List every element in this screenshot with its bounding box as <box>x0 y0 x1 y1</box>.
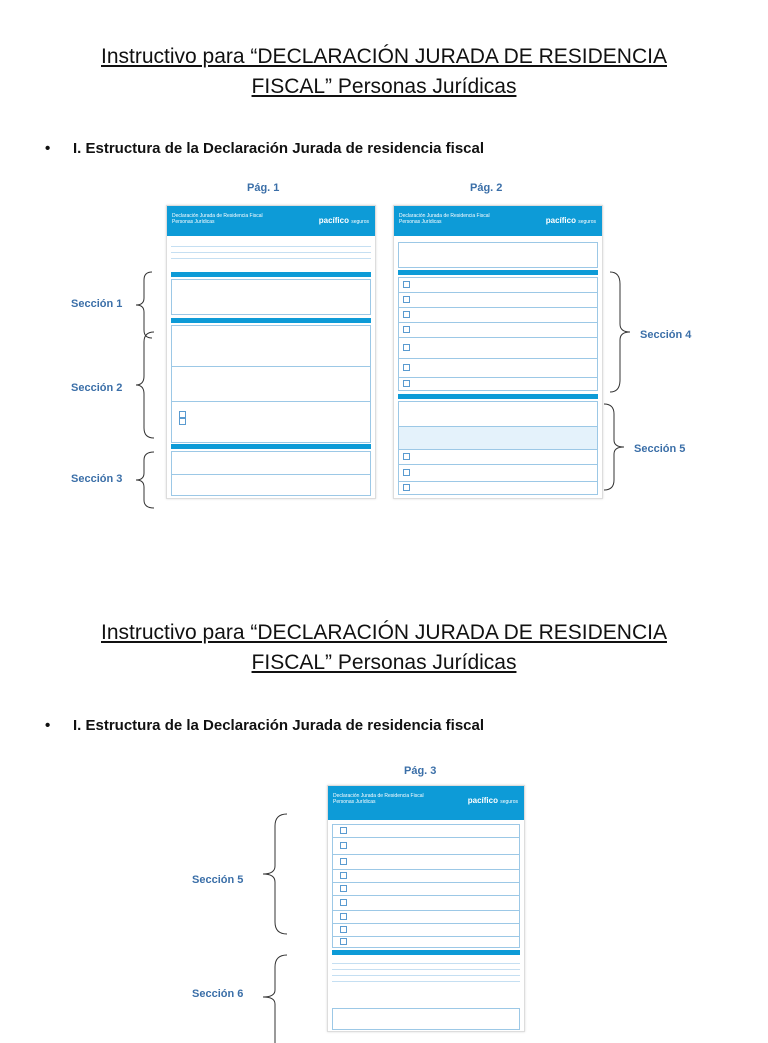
form-title: Declaración Jurada de Residencia Fiscal <box>333 793 424 799</box>
form-page-1-thumbnail <box>166 205 376 499</box>
slide-title-line1: Instructivo para “DECLARACIÓN JURADA DE RESIDENCIA <box>101 621 667 644</box>
bullet-glyph: • <box>45 140 51 157</box>
form-page-3-thumbnail <box>327 785 525 1032</box>
form-header <box>328 786 524 820</box>
section-6-label: Sección 6 <box>192 988 244 1000</box>
form-subtitle: Personas Jurídicas <box>172 219 215 225</box>
bullet-text: I. Estructura de la Declaración Jurada de residencia fiscal <box>73 140 485 157</box>
pacifico-logo: pacífico seguros <box>545 216 596 225</box>
section-5-label: Sección 5 <box>192 874 244 886</box>
form-subtitle: Personas Jurídicas <box>399 219 442 225</box>
page-label-3: Pág. 3 <box>404 765 437 777</box>
pacifico-logo: pacífico seguros <box>318 216 369 225</box>
pacifico-logo: pacífico seguros <box>467 796 518 805</box>
bullet-item <box>45 140 484 157</box>
page-label-1: Pág. 1 <box>247 182 280 194</box>
slide-1 <box>0 0 768 512</box>
form-header <box>394 206 602 236</box>
brace-section-6 <box>255 953 295 1043</box>
page-label-2: Pág. 2 <box>470 182 503 194</box>
section-2-label: Sección 2 <box>71 382 123 394</box>
form-header <box>167 206 375 236</box>
form-subtitle: Personas Jurídicas <box>333 799 376 805</box>
section-3-label: Sección 3 <box>71 473 123 485</box>
bullet-text: I. Estructura de la Declaración Jurada de residencia fiscal <box>73 717 485 734</box>
section-5-label: Sección 5 <box>634 443 686 455</box>
slide-title-line2: FISCAL” Personas Jurídicas <box>251 75 517 98</box>
bullet-glyph: • <box>45 717 51 734</box>
form-title: Declaración Jurada de Residencia Fiscal <box>172 213 263 219</box>
slide-2 <box>0 512 768 1024</box>
bullet-item <box>45 717 484 734</box>
slide-title-line1: Instructivo para “DECLARACIÓN JURADA DE RESIDENCIA <box>101 45 667 68</box>
brace-section-5 <box>255 812 295 937</box>
brace-section-2 <box>130 330 160 440</box>
form-title: Declaración Jurada de Residencia Fiscal <box>399 213 490 219</box>
brace-section-4 <box>606 270 636 395</box>
section-1-label: Sección 1 <box>71 298 123 310</box>
brace-section-3 <box>130 450 160 510</box>
brace-section-5 <box>600 402 630 492</box>
section-4-label: Sección 4 <box>640 329 692 341</box>
slide-title-line2: FISCAL” Personas Jurídicas <box>251 651 517 674</box>
form-page-2-thumbnail <box>393 205 603 499</box>
